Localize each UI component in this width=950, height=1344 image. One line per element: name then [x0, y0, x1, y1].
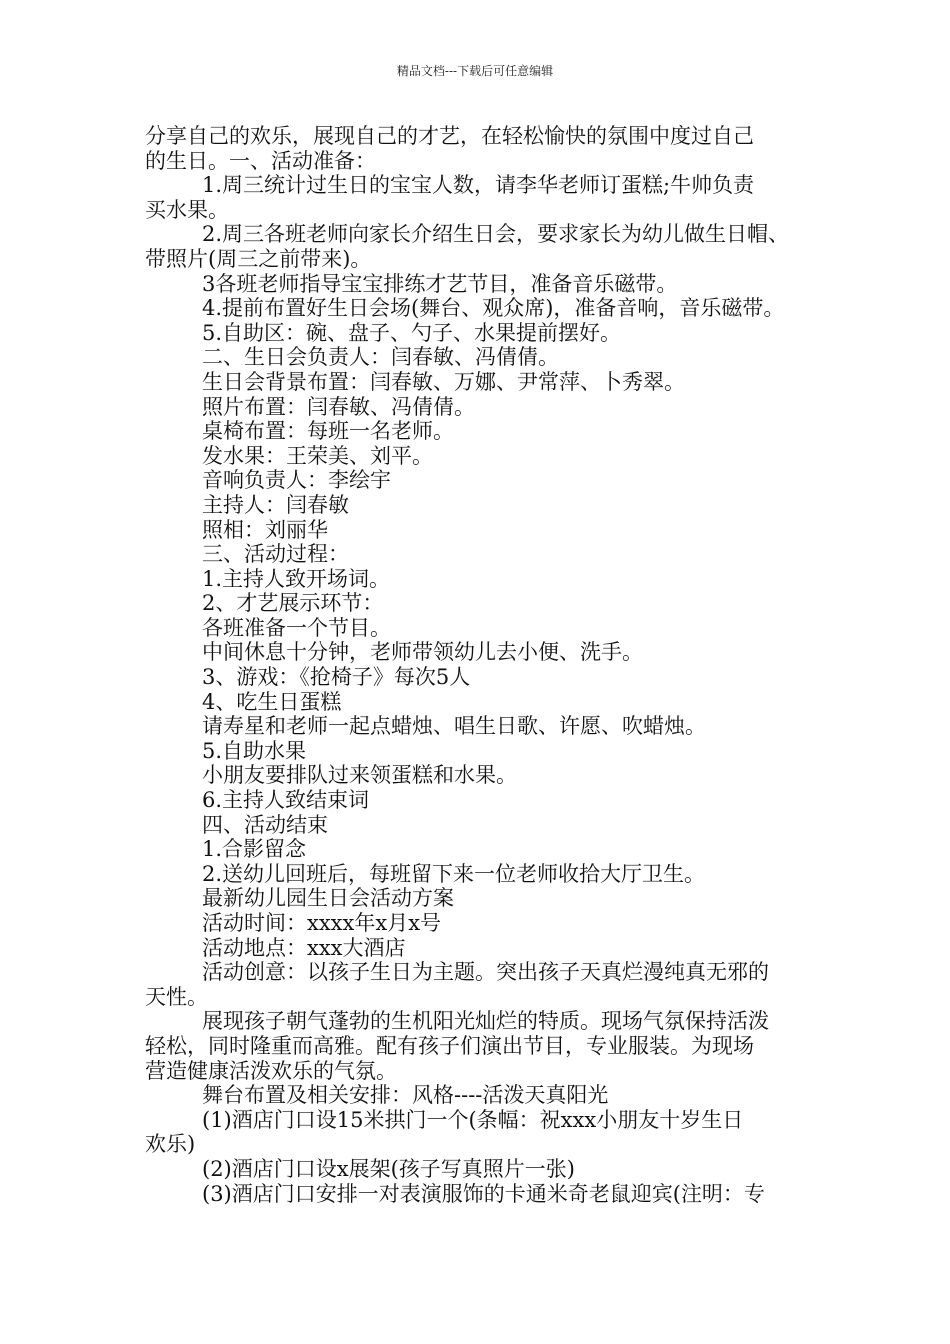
text-line: 1.周三统计过生日的宝宝人数，请李华老师订蛋糕;牛帅负责 — [202, 173, 755, 198]
text-line: 3、游戏：《抢椅子》每次5人 — [202, 665, 471, 690]
text-line: 各班准备一个节目。 — [202, 615, 391, 640]
text-line: (2)酒店门口设x展架(孩子写真照片一张) — [202, 1156, 575, 1181]
text-line: 音响负责人：李绘宇 — [202, 468, 391, 493]
text-line: 5.自助区：碗、盘子、勺子、水果提前摆好。 — [202, 320, 622, 345]
text-line: 5.自助水果 — [202, 738, 307, 763]
text-line: 照片布置：闫春敏、冯倩倩。 — [202, 394, 475, 419]
text-line: 三、活动过程： — [202, 542, 349, 567]
text-line: 4、吃生日蛋糕 — [202, 689, 342, 714]
text-line: 请寿星和老师一起点蜡烛、唱生日歌、许愿、吹蜡烛。 — [202, 714, 706, 739]
text-line: 活动地点：xxx大酒店 — [202, 935, 406, 960]
text-line: 天性。 — [145, 984, 208, 1009]
text-line: 2.送幼儿回班后，每班留下来一位老师收拾大厅卫生。 — [202, 861, 706, 886]
text-line: (3)酒店门口安排一对表演服饰的卡通米奇老鼠迎宾(注明：专 — [202, 1181, 765, 1206]
text-line: 带照片(周三之前带来)。 — [145, 246, 372, 271]
text-line: 生日会背景布置：闫春敏、万娜、尹常萍、卜秀翠。 — [202, 369, 685, 394]
text-line: 四、活动结束 — [202, 812, 328, 837]
text-line: 2、才艺展示环节： — [202, 591, 384, 616]
text-line: 轻松，同时隆重而高雅。配有孩子们演出节目，专业服装。为现场 — [145, 1033, 754, 1058]
text-line: 活动时间：xxxx年x月x号 — [202, 911, 442, 935]
text-line: 二、生日会负责人：闫春敏、冯倩倩。 — [202, 345, 559, 370]
text-line: 发水果：王荣美、刘平。 — [202, 443, 433, 468]
text-line: 最新幼儿园生日会活动方案 — [202, 886, 454, 911]
text-line: 照相：刘丽华 — [202, 517, 328, 542]
text-line: (1)酒店门口设15米拱门一个(条幅：祝xxx小朋友十岁生日 — [202, 1107, 744, 1132]
text-line: 舞台布置及相关安排：风格----活泼天真阳光 — [202, 1083, 609, 1108]
text-line: 小朋友要排队过来领蛋糕和水果。 — [202, 763, 517, 788]
text-line: 活动创意：以孩子生日为主题。突出孩子天真烂漫纯真无邪的 — [202, 960, 769, 985]
text-line: 中间休息十分钟，老师带领幼儿去小便、洗手。 — [202, 640, 643, 665]
text-line: 1.主持人致开场词。 — [202, 566, 391, 591]
text-line: 的生日。一、活动准备： — [145, 148, 376, 173]
text-line: 展现孩子朝气蓬勃的生机阳光灿烂的特质。现场气氛保持活泼 — [202, 1009, 769, 1034]
text-line: 买水果。 — [145, 197, 229, 222]
text-line: 分享自己的欢乐，展现自己的才艺，在轻松愉快的氛围中度过自己 — [145, 124, 754, 148]
text-line: 欢乐) — [145, 1132, 196, 1157]
text-line: 3各班老师指导宝宝排练才艺节目，准备音乐磁带。 — [202, 271, 678, 296]
text-line: 1.合影留念 — [202, 837, 307, 862]
page-header: 精品文档---下载后可任意编辑 — [396, 64, 554, 78]
text-line: 4.提前布置好生日会场(舞台、观众席)，准备音响，音乐磁带。 — [202, 296, 785, 321]
text-line: 6.主持人致结束词 — [202, 788, 370, 813]
document-body — [145, 124, 817, 1206]
text-line: 2.周三各班老师向家长介绍生日会，要求家长为幼儿做生日帽、 — [202, 222, 790, 247]
text-line: 营造健康活泼欢乐的气氛。 — [145, 1058, 397, 1083]
text-line: 桌椅布置：每班一名老师。 — [202, 419, 454, 444]
text-line: 主持人：闫春敏 — [202, 492, 349, 517]
